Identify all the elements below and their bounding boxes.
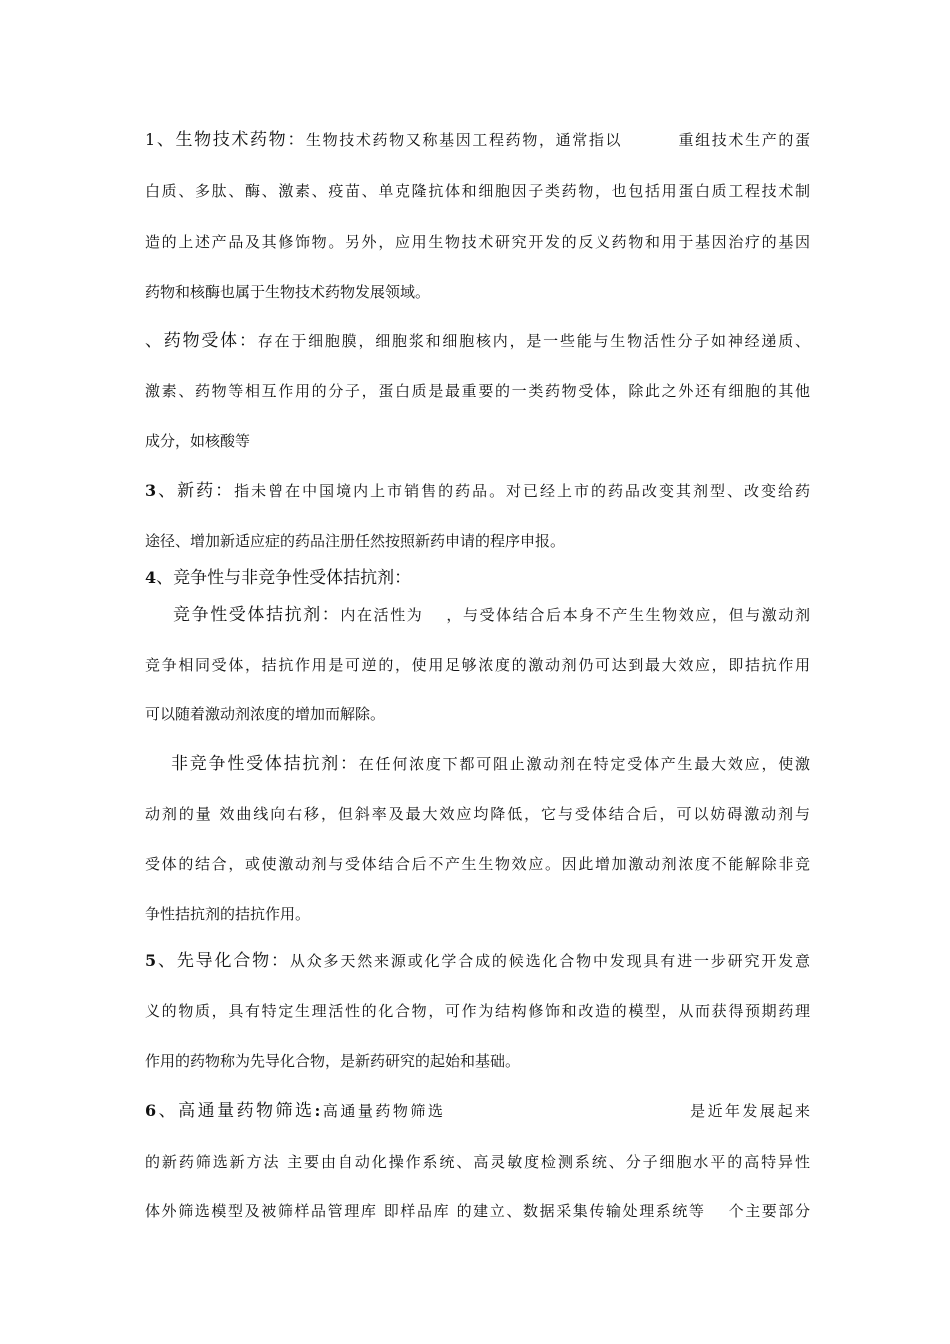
section-5-line-3: 作用的药物称为先导化合物，是新药研究的起始和基础。 [145, 1052, 521, 1070]
section-title: 、竞争性与非竞争性受体拮抗剂： [156, 568, 412, 588]
subsection-competitive-line-2: 竞争相同受体，拮抗作用是可逆的，使用足够浓度的激动剂仍可达到最大效应，即拮抗作用 [145, 656, 810, 674]
section-number: 3 [145, 481, 157, 500]
section-1-line-2: 白质、多肽、酶、激素、疫苗、单克隆抗体和细胞因子类药物，也包括用蛋白质工程技术制 [145, 182, 810, 200]
section-2-line-3: 成分，如核酸等 [145, 432, 251, 450]
subsection-text: 在任何浓度下都可阻止激动剂在特定受体产生最大效应，使激 [358, 755, 810, 773]
section-5-line-1 [145, 946, 810, 976]
section-text: 从众多天然来源或化学合成的候选化合物中发现具有进一步研究开发意 [289, 952, 810, 970]
section-title: 、生物技术药物： [155, 130, 306, 150]
section-4-heading [145, 563, 810, 593]
subsection-noncompetitive-line-4: 争性拮抗剂的拮抗作用。 [145, 905, 311, 923]
section-text: 高通量药物筛选 是近年发展起来 [320, 1102, 810, 1120]
section-number: 4 [145, 568, 157, 587]
section-title: 、高通量药物筛选 [156, 1101, 315, 1121]
section-number: 1 [145, 130, 156, 149]
subsection-title: 非竞争性受体拮抗剂： [171, 754, 359, 774]
section-6-line-1 [145, 1096, 810, 1126]
section-2-line-2: 激素、药物等相互作用的分子，蛋白质是最重要的一类药物受体，除此之外还有细胞的其他 [145, 382, 810, 400]
subsection-noncompetitive-line-3: 受体的结合，或使激动剂与受体结合后不产生生物效应。因此增加激动剂浓度不能解除非竞 [145, 855, 810, 873]
section-title: 、先导化合物： [156, 951, 290, 971]
section-2-line-1 [145, 326, 810, 356]
section-text: 存在于细胞膜，细胞浆和细胞核内，是一些能与生物活性分子如神经递质、 [257, 332, 810, 350]
section-6-line-2: 的新药筛选新方法 主要由自动化操作系统、高灵敏度检测系统、分子细胞水平的高特异性 [145, 1153, 810, 1171]
section-title: 、新药： [156, 481, 235, 501]
section-6-line-3: 体外筛选模型及被筛样品管理库 即样品库 的建立、数据采集传输处理系统等 个主要部分 [145, 1202, 810, 1220]
section-colon: : [314, 1101, 321, 1120]
subsection-competitive-line-3: 可以随着激动剂浓度的增加而解除。 [145, 705, 386, 723]
section-1-line-1 [145, 125, 810, 155]
section-3-line-1 [145, 476, 810, 506]
section-number: 5 [145, 951, 157, 970]
section-1-line-4: 药物和核酶也属于生物技术药物发展领域。 [145, 283, 431, 301]
section-3-line-2: 途径、增加新适应症的药品注册任然按照新药申请的程序申报。 [145, 532, 566, 550]
section-number: 6 [145, 1101, 157, 1120]
subsection-title: 竞争性受体拮抗剂： [173, 605, 341, 625]
section-title: 、药物受体： [145, 331, 258, 351]
section-text: 指未曾在中国境内上市销售的药品。对已经上市的药品改变其剂型、改变给药 [234, 482, 810, 500]
subsection-text: 内在活性为 ，与受体结合后本身不产生生物效应，但与激动剂 [340, 606, 810, 624]
section-5-line-2: 义的物质，具有特定生理活性的化合物，可作为结构修饰和改造的模型，从而获得预期药理 [145, 1002, 810, 1020]
subsection-noncompetitive-line-2: 动剂的量 效曲线向右移，但斜率及最大效应均降低，它与受体结合后，可以妨碍激动剂与 [145, 805, 810, 823]
section-1-line-3: 造的上述产品及其修饰物。另外，应用生物技术研究开发的反义药物和用于基因治疗的基因 [145, 233, 810, 251]
subsection-competitive-line-1 [145, 600, 810, 630]
section-text: 生物技术药物又称基因工程药物，通常指以 重组技术生产的蛋 [305, 131, 810, 149]
subsection-noncompetitive-line-1 [145, 749, 810, 779]
